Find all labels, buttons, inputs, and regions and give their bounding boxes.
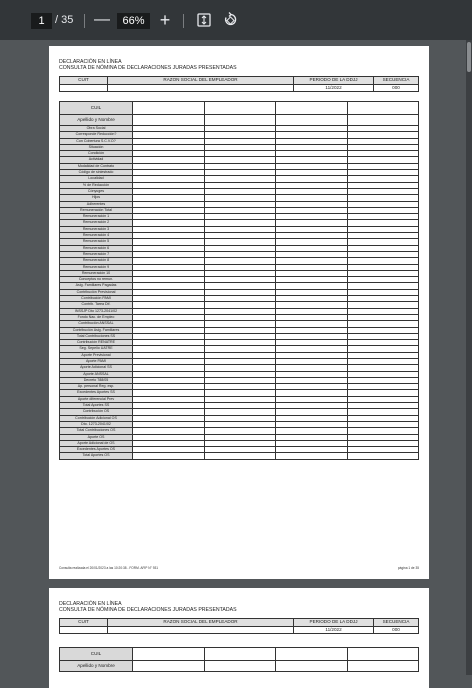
doc-title: DECLARACIÓN EN LÍNEA bbox=[59, 59, 122, 65]
table-row bbox=[60, 115, 419, 126]
row-label: Total Contribuciones OS bbox=[60, 428, 133, 434]
row-label: Modalidad de Contrato bbox=[60, 163, 133, 169]
rotate-icon[interactable] bbox=[223, 12, 238, 27]
row-label: Contribución OS bbox=[60, 409, 133, 415]
header-cell: SECUENCIA bbox=[374, 77, 419, 85]
row-label: Decreto 788/05 bbox=[60, 377, 133, 383]
data-cell bbox=[204, 115, 276, 126]
row-label: Contribución PAMI bbox=[60, 296, 133, 302]
row-label: Conceptos no remun. bbox=[60, 277, 133, 283]
value-cell bbox=[108, 626, 294, 634]
row-label: Fondo Nac. de Empleo bbox=[60, 314, 133, 320]
header-cell: CUIT bbox=[60, 77, 108, 85]
footer-right: página 1 de 35 bbox=[397, 566, 419, 570]
data-cell bbox=[204, 661, 276, 672]
data-cell bbox=[133, 661, 205, 672]
row-label: Remuneración 6 bbox=[60, 245, 133, 251]
value-cell bbox=[108, 84, 294, 92]
row-label: Remuneración 5 bbox=[60, 239, 133, 245]
row-label: Contrib. Tarea Dif. bbox=[60, 302, 133, 308]
row-label: CUIL bbox=[60, 102, 133, 115]
employee-table bbox=[59, 101, 419, 460]
data-cell bbox=[276, 453, 348, 459]
row-label: Apellido y Nombre bbox=[60, 661, 133, 672]
row-label: Contribución Previsional bbox=[60, 289, 133, 295]
header-cell: PERIODO DE LA DDJJ bbox=[294, 619, 374, 627]
row-label: Remuneración 4 bbox=[60, 233, 133, 239]
table-row bbox=[60, 661, 419, 672]
row-label: Excedentes Aportes SS bbox=[60, 390, 133, 396]
header-cell: PERIODO DE LA DDJJ bbox=[294, 77, 374, 85]
row-label: Aporte Adicional de OS bbox=[60, 440, 133, 446]
row-label: Remuneración 8 bbox=[60, 258, 133, 264]
row-label: Obra Social bbox=[60, 126, 133, 132]
pdf-page-2 bbox=[49, 588, 429, 688]
header-table bbox=[59, 76, 419, 92]
row-label: Total Aportes SS bbox=[60, 403, 133, 409]
value-cell bbox=[60, 626, 108, 634]
data-cell bbox=[133, 115, 205, 126]
footer-left: Consulta realizada el 20/01/2023 a las 10:20:38 - FORM. AFIP N° 931 bbox=[59, 566, 159, 570]
data-cell bbox=[276, 115, 348, 126]
value-cell: 11/2022 bbox=[294, 626, 374, 634]
table-row bbox=[60, 102, 419, 115]
row-label: Situación bbox=[60, 144, 133, 150]
data-cell bbox=[204, 102, 276, 115]
toolbar-divider bbox=[84, 14, 85, 28]
page-total: / 35 bbox=[55, 14, 74, 26]
page-number-input[interactable]: 1 bbox=[31, 13, 52, 29]
row-label: Remuneración 1 bbox=[60, 214, 133, 220]
employee-table bbox=[59, 647, 419, 672]
data-cell bbox=[204, 453, 276, 459]
table-row bbox=[60, 648, 419, 661]
header-cell: RAZON SOCIAL DEL EMPLEADOR bbox=[108, 619, 294, 627]
header-cell: CUIT bbox=[60, 619, 108, 627]
row-label: Apellido y Nombre bbox=[60, 115, 133, 126]
row-label: Hijos bbox=[60, 195, 133, 201]
row-label: CUIL bbox=[60, 648, 133, 661]
doc-subtitle: CONSULTA DE NÓMINA DE DECLARACIONES JURADAS PRESENTADAS bbox=[59, 607, 237, 613]
row-label: Aporte Adicional SS bbox=[60, 365, 133, 371]
row-label: Remuneración 2 bbox=[60, 220, 133, 226]
row-label: Con Cobertura S.C.V.O? bbox=[60, 138, 133, 144]
value-cell bbox=[60, 84, 108, 92]
pdf-page-1 bbox=[49, 46, 429, 579]
row-label: Aporte Previsional bbox=[60, 352, 133, 358]
row-label: INSSJP Dto 1273-2041/02 bbox=[60, 308, 133, 314]
header-cell: SECUENCIA bbox=[374, 619, 419, 627]
row-label: Remuneración 9 bbox=[60, 264, 133, 270]
fit-page-icon[interactable] bbox=[197, 13, 211, 27]
data-cell bbox=[133, 648, 205, 661]
zoom-in-button[interactable]: + bbox=[159, 10, 171, 30]
row-label: Remuneración Total bbox=[60, 207, 133, 213]
table-row bbox=[60, 453, 419, 459]
value-cell: 000 bbox=[374, 84, 419, 92]
header-table bbox=[59, 618, 419, 634]
row-label: % de Reducción bbox=[60, 182, 133, 188]
row-label: Remuneración 10 bbox=[60, 270, 133, 276]
data-cell bbox=[347, 115, 419, 126]
row-label: Contribución RENATRE bbox=[60, 340, 133, 346]
scrollbar-track[interactable] bbox=[466, 40, 472, 675]
data-cell bbox=[347, 661, 419, 672]
data-cell bbox=[347, 648, 419, 661]
data-cell bbox=[276, 102, 348, 115]
row-label: Aporte OS bbox=[60, 434, 133, 440]
toolbar-divider bbox=[183, 14, 184, 28]
row-label: Contribución Adicional OS bbox=[60, 415, 133, 421]
row-label: Aporte ANSSAL bbox=[60, 371, 133, 377]
row-label: Ap. personal Reg. esp. bbox=[60, 384, 133, 390]
row-label: Actividad bbox=[60, 157, 133, 163]
row-label: Seg. Sepelio UATRE bbox=[60, 346, 133, 352]
row-label: Excedentes Aportes OS bbox=[60, 447, 133, 453]
data-cell bbox=[133, 453, 205, 459]
data-cell bbox=[276, 661, 348, 672]
value-cell: 11/2022 bbox=[294, 84, 374, 92]
zoom-input[interactable]: 66% bbox=[117, 13, 150, 29]
header-cell: RAZON SOCIAL DEL EMPLEADOR bbox=[108, 77, 294, 85]
row-label: Contribución Asig. Familiares bbox=[60, 327, 133, 333]
row-label: Cónyuges bbox=[60, 188, 133, 194]
scrollbar-thumb[interactable] bbox=[467, 42, 471, 72]
row-label: Remuneración 7 bbox=[60, 251, 133, 257]
row-label: Localidad bbox=[60, 176, 133, 182]
row-label: Corresponde Reducción? bbox=[60, 132, 133, 138]
data-cell bbox=[133, 102, 205, 115]
row-label: Dto. 1273-2041/02 bbox=[60, 421, 133, 427]
row-label: Contribución ANSSAL bbox=[60, 321, 133, 327]
pdf-toolbar bbox=[0, 0, 472, 40]
data-cell bbox=[347, 453, 419, 459]
row-label: Asig. Familiares Pagadas bbox=[60, 283, 133, 289]
data-cell bbox=[276, 648, 348, 661]
data-cell bbox=[347, 102, 419, 115]
zoom-out-button[interactable]: — bbox=[94, 11, 110, 28]
row-label: Aporte diferencial Prev bbox=[60, 396, 133, 402]
row-label: Condición bbox=[60, 151, 133, 157]
row-label: Total Aportes OS bbox=[60, 453, 133, 459]
row-label: Remuneración 3 bbox=[60, 226, 133, 232]
value-cell: 000 bbox=[374, 626, 419, 634]
doc-subtitle: CONSULTA DE NÓMINA DE DECLARACIONES JURADAS PRESENTADAS bbox=[59, 65, 237, 71]
data-cell bbox=[204, 648, 276, 661]
row-label: Total Contribuciones SS bbox=[60, 333, 133, 339]
row-label: Aporte PAMI bbox=[60, 358, 133, 364]
row-label: Adherentes bbox=[60, 201, 133, 207]
doc-title: DECLARACIÓN EN LÍNEA bbox=[59, 601, 122, 607]
row-label: Código de siniestrado bbox=[60, 170, 133, 176]
